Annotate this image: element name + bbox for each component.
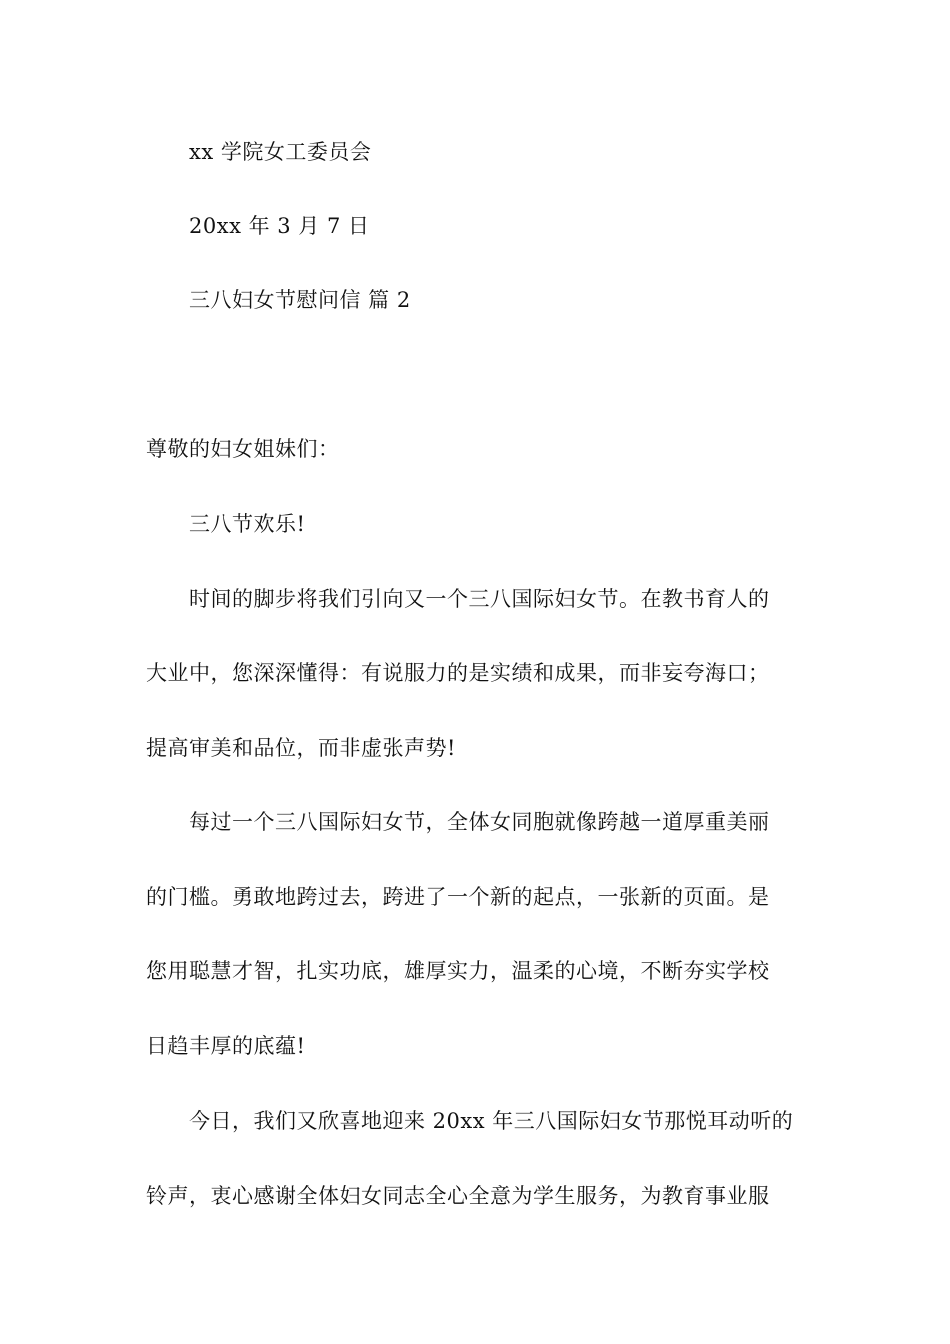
paragraph-line: 提高审美和品位，而非虚张声势! bbox=[146, 736, 456, 760]
greeting: 三八节欢乐! bbox=[189, 512, 306, 536]
paragraph-line: 日趋丰厚的底蕴! bbox=[146, 1034, 306, 1058]
paragraph-line: 每过一个三八国际妇女节，全体女同胞就像跨越一道厚重美丽 bbox=[189, 810, 770, 834]
date-line: 20xx 年 3 月 7 日 bbox=[189, 214, 370, 238]
paragraph-line: 的门槛。勇敢地跨过去，跨进了一个新的起点，一张新的页面。是 bbox=[146, 885, 770, 909]
paragraph-line: 今日，我们又欣喜地迎来 20xx 年三八国际妇女节那悦耳动听的 bbox=[189, 1109, 794, 1133]
paragraph-line: 时间的脚步将我们引向又一个三八国际妇女节。在教书育人的 bbox=[189, 587, 770, 611]
paragraph-line: 铃声，衷心感谢全体妇女同志全心全意为学生服务，为教育事业服 bbox=[146, 1184, 770, 1208]
salutation: 尊敬的妇女姐妹们： bbox=[146, 437, 340, 461]
paragraph-line: 大业中，您深深懂得：有说服力的是实绩和成果，而非妄夸海口； bbox=[146, 661, 770, 685]
paragraph-line: 您用聪慧才智，扎实功底，雄厚实力，温柔的心境，不断夯实学校 bbox=[146, 959, 770, 983]
signature-line: xx 学院女工委员会 bbox=[189, 140, 372, 164]
section-heading: 三八妇女节慰问信 篇 2 bbox=[189, 288, 411, 312]
